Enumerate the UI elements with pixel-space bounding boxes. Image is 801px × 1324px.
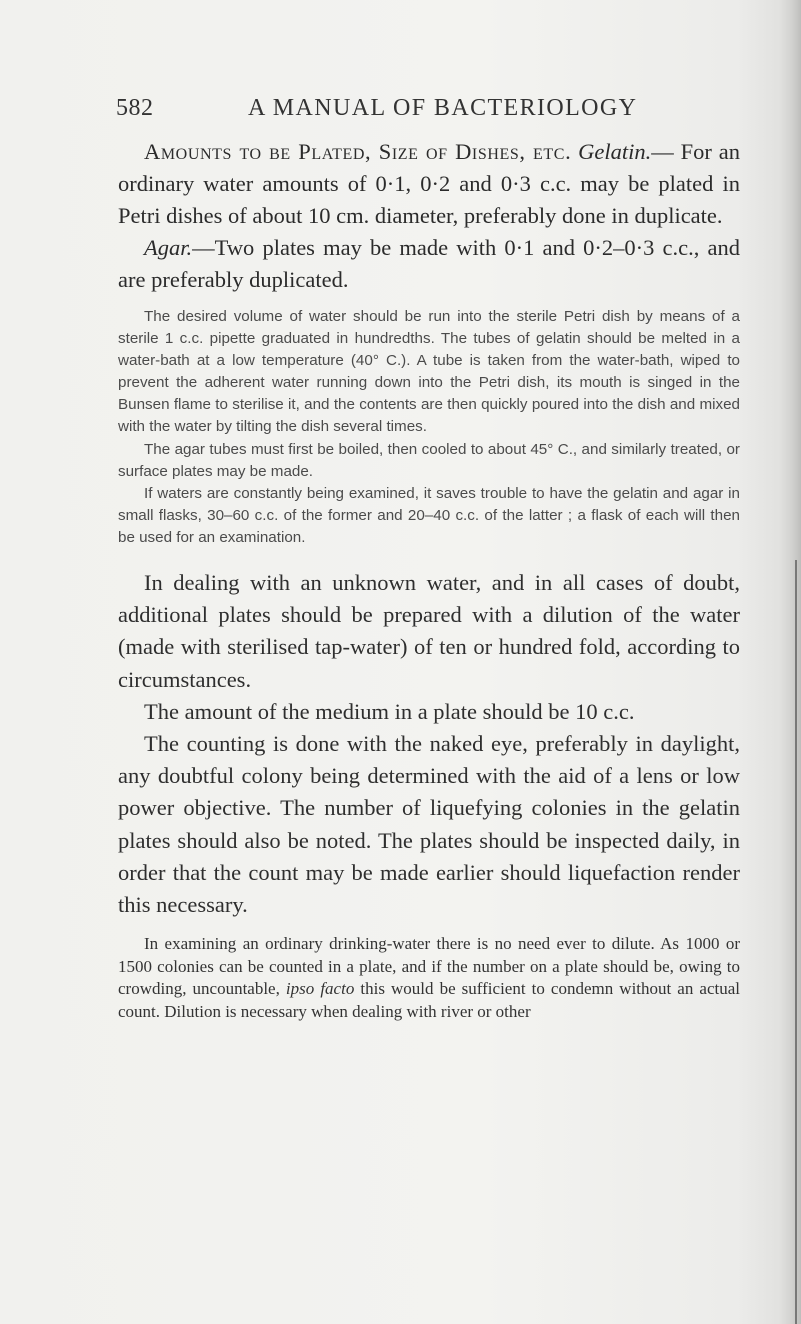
gelatin-text: — For an ordinary water amounts of 0·1, 0·2 and 0·3 c.c. may be plated in Petri dishes of about 10 cm. diameter, preferably done in duplicate. [118, 139, 740, 228]
page-number: 582 [116, 95, 154, 121]
agar-text: —Two plates may be made with 0·1 and 0·2–0·3 c.c., and are preferably duplicated. [118, 235, 740, 292]
page-header [116, 95, 736, 122]
page-content [118, 136, 740, 1023]
section-heading: Amounts to be Plated, Size of Dishes, etc. [144, 139, 572, 164]
small-note-1: The desired volume of water should be run into the sterile Petri dish by means of a sterile 1 c.c. pipette graduated in hundredths. The tubes of gelatin should be melted in a water-bath at a low temperature (40° C.). A tube is taken from the water-bath, wiped to prevent the adherent water running down into the Petri dish, its mouth is singed in the Bunsen flame to sterilise it, and the contents are then quickly poured into the dish and mixed with the water by tilting the dish several times. [118, 308, 740, 436]
section-amounts-paragraph [118, 136, 740, 232]
page-edge-line [795, 560, 797, 1324]
gelatin-label: Gelatin. [578, 139, 652, 164]
footnote-italic: ipso facto [285, 979, 355, 999]
agar-label: Agar. [144, 235, 193, 260]
footnote-paragraph [118, 933, 740, 1023]
body-paragraph-1: In dealing with an unknown water, and in all cases of doubt, additional plates should be prepared with a dilution of the water (made with sterilised tap-water) of ten or hundred fold, according to circumstances. [118, 570, 740, 692]
body-paragraph-3: The counting is done with the naked eye, preferably in daylight, any doubtful colony being determined with the aid of a lens or low power objective. The number of liquefying colonies in the gelatin plates should also be noted. The plates should be inspected daily, in order that the count may be made earlier should liquefaction render this necessary. [118, 731, 740, 918]
small-note-3: If waters are constantly being examined, it saves trouble to have the gelatin and agar in small flasks, 30–60 c.c. of the former and 20–40 c.c. of the latter ; a flask of each will then be used for an examination. [118, 484, 740, 546]
page-edge-shadow [779, 0, 801, 1324]
body-paragraph-2: The amount of the medium in a plate should be 10 c.c. [144, 698, 635, 724]
running-head: A MANUAL OF BACTERIOLOGY [248, 95, 638, 121]
small-note-2: The agar tubes must first be boiled, then cooled to about 45° C., and similarly treated, or surface plates may be made. [118, 440, 740, 480]
agar-paragraph [118, 232, 740, 296]
footnote-after: this would be sufficient to condemn without an actual count. Dilution is necessary when dealing with river or other [118, 979, 740, 1021]
footnote-before: In examining an ordinary drinking-water there is no need ever to dilute. As 1000 or 1500 colonies can be counted in a plate, and if the number on a plate should be, owing to crowding, uncountable, [118, 934, 740, 999]
